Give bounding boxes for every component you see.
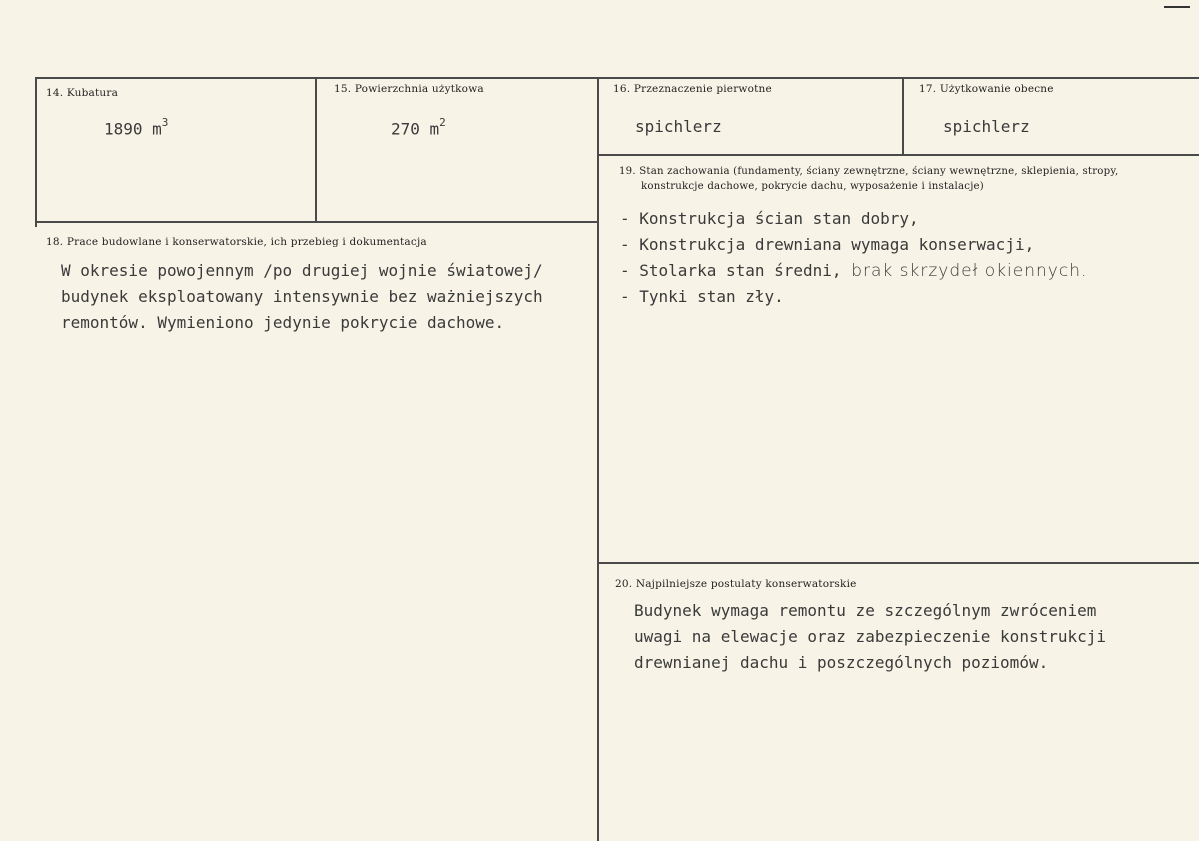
field-15-value: 270 $m^2$ — [391, 116, 446, 139]
main-divider — [597, 77, 599, 841]
field-19-line: - Konstrukcja drewniana wymaga konserwacji, — [620, 235, 1035, 254]
rule-under-16-17 — [598, 154, 1199, 156]
divider-16-17 — [902, 77, 904, 155]
left-edge — [35, 77, 37, 227]
rule-above-20 — [598, 562, 1199, 564]
top-rule — [36, 77, 1199, 79]
field-14-value: 1890 $m^3$ — [104, 116, 169, 139]
field-19-label-line1: 19. Stan zachowania (fundamenty, ściany zewnętrzne, ściany wewnętrzne, sklepienia, stropy, — [619, 166, 1119, 177]
field-18-text — [61, 258, 543, 336]
field-17-value: spichlerz — [943, 117, 1030, 136]
field-20-text — [634, 598, 1106, 676]
divider-14-15 — [315, 77, 317, 223]
field-19-text — [620, 206, 1087, 310]
rule-under-14-15 — [36, 221, 598, 223]
field-18-line: budynek eksploatowany intensywnie bez ważniejszych — [61, 287, 543, 306]
field-19-label-line2: konstrukcje dachowe, pokrycie dachu, wyposażenie i instalacje) — [641, 181, 984, 192]
field-19-line: - Konstrukcja ścian stan dobry, — [620, 209, 919, 228]
field-19-line: - Tynki stan zły. — [620, 287, 784, 306]
field-18-line: remontów. Wymieniono jedynie pokrycie dachowe. — [61, 313, 505, 332]
field-17-label: 17. Użytkowanie obecne — [919, 83, 1054, 95]
field-16-label: 16. Przeznaczenie pierwotne — [613, 83, 772, 95]
field-16-value: spichlerz — [635, 117, 722, 136]
field-15-label: 15. Powierzchnia użytkowa — [334, 83, 484, 95]
field-20-line: uwagi na elewacje oraz zabezpieczenie konstrukcji — [634, 627, 1107, 646]
unit-superscript: 2 — [439, 116, 446, 129]
unit-superscript: 3 — [161, 116, 169, 129]
corner-mark — [1164, 6, 1190, 8]
field-19-line: - Stolarka stan średni, brak skrzydeł okiennych. — [620, 261, 1088, 281]
field-18-line: W okresie powojennym /po drugiej wojnie światowej/ — [61, 261, 543, 280]
field-14-label: 14. Kubatura — [46, 87, 119, 99]
field-20-line: drewnianej dachu i poszczególnych poziomów. — [634, 653, 1049, 672]
handwritten-note: brak skrzydeł okiennych. — [851, 261, 1088, 281]
field-18-label: 18. Prace budowlane i konserwatorskie, ich przebieg i dokumentacja — [46, 236, 427, 248]
field-20-label: 20. Najpilniejsze postulaty konserwatorskie — [615, 578, 857, 590]
field-20-line: Budynek wymaga remontu ze szczególnym zwróceniem — [634, 601, 1097, 620]
